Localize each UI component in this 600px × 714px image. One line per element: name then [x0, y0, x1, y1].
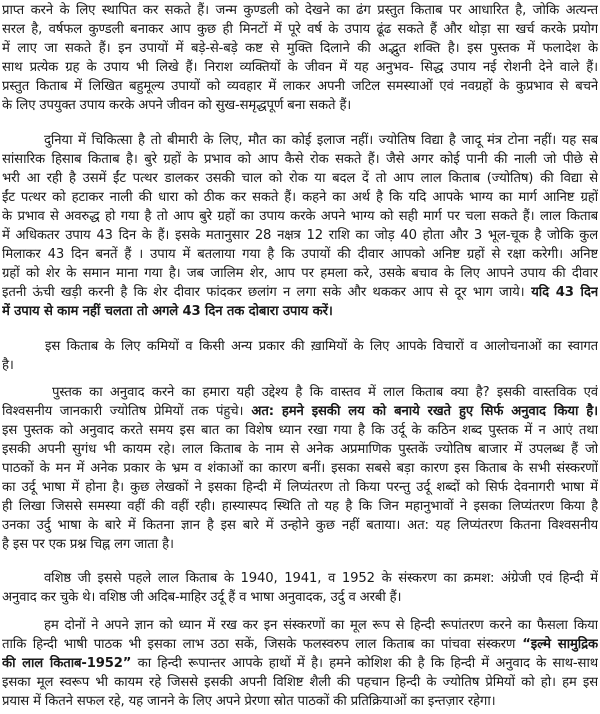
text-line: भरी आ रही है उसमें ईंट पत्थर डालकर उसकी चाल को रोक या बदल दें तो आप लाल किताब (ज्योतिष) की विद्या से: [2, 171, 598, 186]
text-line: का उर्दू भाषा में होना है। कुछ लेखकों ने इसका हिन्दी में लिप्यंतरण तो किया परन्तु उर्दू शब्दों को सिर्फ देवनागरी भाषा में: [2, 480, 598, 495]
text-line: पुस्तक का अनुवाद करने का हमारा यही उद्देश्य है कि वास्तव में लाल किताब क्या है? इसकी वास्तविक एवं: [52, 385, 598, 400]
text-line: इस पुस्तक को अनुवाद करते समय इस बात का विशेष ध्यान रखा गया है कि उर्दू के कठिन शब्द पुस्तक में न आएं तथा: [2, 423, 598, 438]
text-line: वशिष्ठ जी इससे पहले लाल किताब के 1940, 1941, व 1952 के संस्करण का क्रमश: अंग्रेजी एवं हिन्दी में: [44, 571, 598, 586]
text-line: हम दोनों ने अपने ज्ञान को ध्यान में रख कर इन संस्करणों का मूल रूप से हिन्दी रूपांतरण करने का फैसला किया: [44, 618, 598, 633]
text-line-mixed: [2, 284, 598, 302]
text-line: में अधिकतर उपाय 43 दिन के हैं। इसके मतानुसार 28 नक्षत्र 12 राशि का जोड़ 40 होता और 3 भूल-चूक है जोकि कुल: [2, 228, 598, 243]
bold-text-span: अत: हमने इसकी लय को बनाये रखते हुए सिर्फ अनुवाद किया है।: [243, 404, 598, 419]
text-line: सरल है, वर्षफल कुण्डली बनाकर आप कुछ ही मिनटों में पूरे वर्ष के उपाय ढूंढ सकते हैं और थोड़ा सा खर्च करके प्रयोग: [2, 22, 598, 37]
text-span: ताकि हिन्दी भाषी पाठक भी इसका लाभ उठा सकें, जिसके फलस्वरुप लाल किताब का पांचवा संस्करण: [2, 637, 516, 652]
bold-text-span: यदि 43 दिन: [524, 285, 598, 300]
bold-text-span: “इल्मे सामुद्रिक: [515, 637, 598, 652]
text-line: अनुवाद कर चुके थे। वशिष्ठ जी अदिब-माहिर उर्दू हैं व भाषा अनुवादक, उर्दु व अरबी हैं।: [2, 590, 402, 605]
text-span: विश्वसनीय जानकारी ज्योतिष प्रेमियों तक पंहुचे।: [2, 404, 244, 419]
text-span: का हिन्दी रूपान्तर आपके हाथों में है। हमने कोशिश की है कि हिन्दी में अनुवाद के साथ-साथ: [131, 656, 598, 671]
text-line: दुनिया में चिकित्सा है तो बीमारी के लिए, मौत का कोई इलाज नहीं। ज्योतिष विद्या है जादू मंत्र टोना नहीं। यह सब: [44, 133, 598, 148]
text-line: प्रस्तुत किताब में लिखित बहुमूल्य उपायों को व्यवहार में लाकर अपनी जटिल समस्याओं एवं नवग्रहों के कुप्रभाव से बचने: [2, 79, 598, 94]
text-line: पाठकों के मन में अनेक प्रकार के भ्रम व शंकाओं का कारण बनीं। इसका सबसे बड़ा कारण इस किताब के सभी संस्करणों: [2, 461, 598, 476]
text-line-mixed: [2, 655, 598, 673]
text-line: मिलाकर 43 दिन बनतें हैं । उपाय में बतलाया गया है कि उपायों की दीवार आपको अनिष्ट ग्रहों से रक्षा करेगी। अनिष्ट: [2, 247, 598, 262]
bold-text-line: में उपाय से काम नहीं चलता तो अगले 43 दिन तक दोबारा उपाय करें।: [2, 304, 333, 319]
text-line: साथ प्रत्येक ग्रह के उपाय भी लिखे हैं। निराश व्यक्तियों के जीवन में यह अनुभव- सिद्ध उपाय नई रोशनी देने वाले हैं।: [2, 60, 598, 75]
text-line: प्रयास में कितने सफल रहे, यह जानने के लिए अपने प्रेरणा स्रोत पाठकों की प्रतिक्रियाओं का इन्तज़ार रहेगा।: [2, 694, 496, 709]
text-line: ईंट पत्थर को हटाकर नाली की धारा को ठीक कर सकते हैं। कहने का अर्थ है कि यदि आपके भाग्य का मार्ग आनिष्ट ग्रहों: [2, 190, 598, 205]
text-line: है इस पर एक प्रश्न चिह्न लग जाता है।: [2, 537, 174, 552]
text-line: के लिए उपयुक्त उपाय करके अपने जीवन को सुख-समृद्धपूर्ण बना सकते हैं।: [2, 98, 352, 113]
text-line: ग्रहों को शेर के समान माना गया है। जब जालिम शेर, आप पर हमला करे, उसके बचाव के लिए आपने उपाय की दीवार: [2, 266, 598, 281]
text-line: है।: [2, 358, 14, 373]
text-line: ही लिखा जिससे समस्या वहीं की वहीं रही। हास्यास्पद स्थिति तो यह है कि जिन महानुभावों ने इसका लिप्यंतरण किया है: [2, 499, 598, 514]
text-line-mixed: [2, 636, 598, 654]
text-line: में लाए जा सकते हैं। इन उपायों में बड़े-से-बड़े कष्ट से मुक्ति दिलाने की अद्भुत शक्ति है। इस पुस्तक में फलादेश के: [2, 41, 598, 56]
text-line: उनका उर्दु भाषा के बारे में कितना ज्ञान है इस बारे में उन्होने कुछ नहीं बताया। अत: यह लिप्यंतरण कितना विश्वसनीय: [2, 518, 598, 533]
bold-book-title: की लाल किताब-1952”: [2, 656, 132, 671]
text-line: के प्रभाव से अवरुद्ध हो गया है तो आप बुरे ग्रहों का उपाय करके अपने भाग्य को सही मार्ग पर चला सकते हैं। लाल किताब: [2, 209, 598, 224]
text-line: इसका मूल स्वरूप भी कायम रहे जिससे इसकी अपनी विशिष्ट शैली की पहचान हिन्दी के ज्योतिष प्रेमियों को हो। हम इस: [2, 675, 598, 690]
text-line: प्राप्त करने के लिए स्थापित कर सकते हैं। जन्म कुण्डली को देखने का ढंग प्रस्तुत किताब पर आधारित है, जोकि अत्यन्त: [2, 3, 598, 18]
text-span: इतनी ऊंची खड़ी करनी है कि शेर दीवार फांदकर छलांग न लगा सके और थककर आप से दूर भाग जाये।: [2, 285, 525, 300]
text-line: सांसारिक हिसाब किताब है। बुरे ग्रहों के प्रभाव को आप कैसे रोक सकते हैं। जैसे अगर कोई पानी की नाली जो पीछे से: [2, 152, 598, 167]
text-line-mixed: [2, 403, 598, 421]
text-line: इस किताब के लिए कमियों व किसी अन्य प्रकार की ख़ामियों के लिए आपके विचारों व आलोचनाओं का स्वागत: [45, 339, 598, 354]
text-line: इसकी अपनी सुगंध भी कायम रहे। लाल किताब के नाम से अनेक अप्रमाणिक पुस्तकें ज्योतिष बाजार में उपलब्ध हैं जो: [2, 442, 598, 457]
